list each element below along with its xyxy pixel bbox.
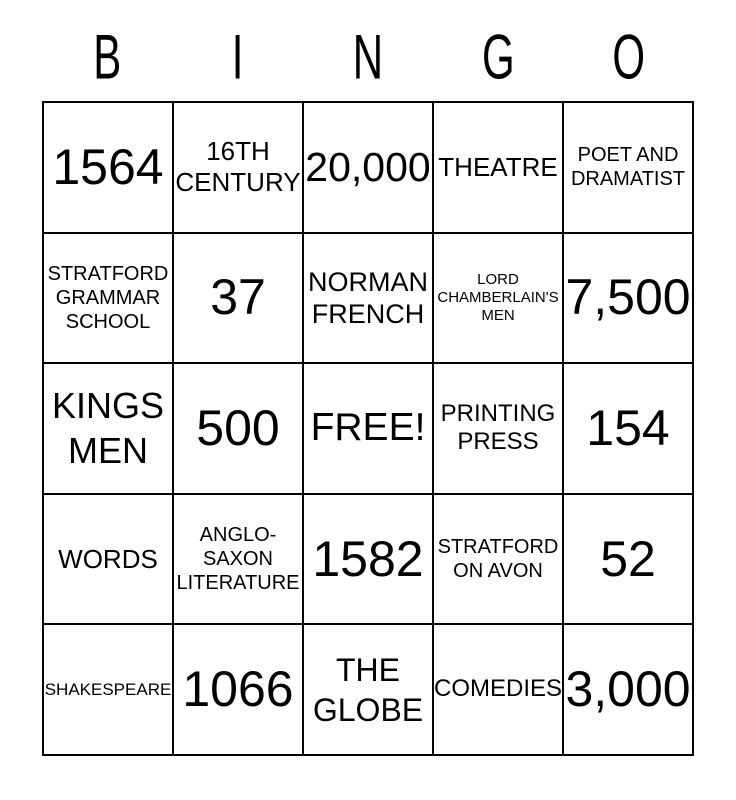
bingo-cell-label: 37: [210, 269, 266, 326]
bingo-cell-r3c1[interactable]: [43, 363, 173, 494]
header-letter-g: G: [482, 21, 515, 92]
bingo-cell-r5c2[interactable]: [173, 624, 303, 755]
bingo-cell-label: FREE!: [310, 406, 426, 450]
bingo-cell-label: PRINTING PRESS: [440, 399, 556, 456]
bingo-cell-r5c5[interactable]: [563, 624, 693, 755]
bingo-cell-r2c4[interactable]: [433, 233, 563, 364]
bingo-cell-r5c3[interactable]: [303, 624, 433, 755]
bingo-grid: [42, 101, 694, 756]
bingo-cell-label: STRATFORD GRAMMAR SCHOOL: [47, 262, 169, 333]
bingo-cell-label: WORDS: [58, 543, 158, 574]
bingo-cell-r3c5[interactable]: [563, 363, 693, 494]
bingo-cell-r3c2[interactable]: [173, 363, 303, 494]
bingo-cell-r2c3[interactable]: [303, 233, 433, 364]
bingo-cell-r4c5[interactable]: [563, 494, 693, 625]
bingo-cell-r1c3[interactable]: [303, 102, 433, 233]
bingo-card: [42, 0, 694, 756]
bingo-cell-r3c4[interactable]: [433, 363, 563, 494]
bingo-cell-label: 1564: [52, 138, 164, 195]
bingo-cell-label: 52: [600, 530, 656, 587]
bingo-cell-label: POET AND DRAMATIST: [570, 144, 686, 191]
bingo-cell-label: 7,500: [565, 269, 691, 326]
bingo-cell-r4c3[interactable]: [303, 494, 433, 625]
bingo-cell-label: NORMAN FRENCH: [308, 266, 428, 329]
bingo-cell-r2c1[interactable]: [43, 233, 173, 364]
bingo-cell-label: STRATFORD ON AVON: [437, 536, 559, 583]
bingo-cell-label: 3,000: [565, 661, 691, 718]
bingo-cell-label: 500: [196, 399, 280, 456]
bingo-cell-label: THE GLOBE: [312, 651, 424, 728]
bingo-header: [42, 0, 694, 101]
bingo-cell-r1c5[interactable]: [563, 102, 693, 233]
header-letter-b: B: [93, 21, 122, 92]
bingo-cell-label: 1582: [312, 530, 424, 587]
bingo-cell-label: LORD CHAMBERLAIN'S MEN: [437, 270, 559, 324]
bingo-cell-label: COMEDIES: [434, 675, 563, 703]
bingo-cell-label: 16TH CENTURY: [175, 136, 301, 198]
bingo-cell-r2c2[interactable]: [173, 233, 303, 364]
bingo-cell-r4c1[interactable]: [43, 494, 173, 625]
header-letter-n: N: [352, 21, 384, 92]
bingo-cell-r4c2[interactable]: [173, 494, 303, 625]
bingo-cell-label: SHAKESPEARE: [44, 679, 172, 699]
bingo-cell-r5c4[interactable]: [433, 624, 563, 755]
bingo-cell-label: THEATRE: [438, 151, 558, 182]
bingo-cell-r4c4[interactable]: [433, 494, 563, 625]
bingo-cell-r1c2[interactable]: [173, 102, 303, 233]
bingo-cell-label: 154: [586, 399, 670, 456]
bingo-cell-label: ANGLO-SAXON LITERATURE: [176, 524, 300, 595]
bingo-cell-r2c5[interactable]: [563, 233, 693, 364]
bingo-cell-free[interactable]: [303, 363, 433, 494]
bingo-cell-r1c4[interactable]: [433, 102, 563, 233]
bingo-cell-label: KINGS MEN: [51, 385, 165, 472]
bingo-cell-label: 1066: [182, 661, 294, 718]
bingo-cell-label: 20,000: [305, 143, 431, 190]
header-letter-i: I: [231, 21, 244, 92]
bingo-cell-r5c1[interactable]: [43, 624, 173, 755]
bingo-cell-r1c1[interactable]: [43, 102, 173, 233]
header-letter-o: O: [612, 21, 646, 92]
